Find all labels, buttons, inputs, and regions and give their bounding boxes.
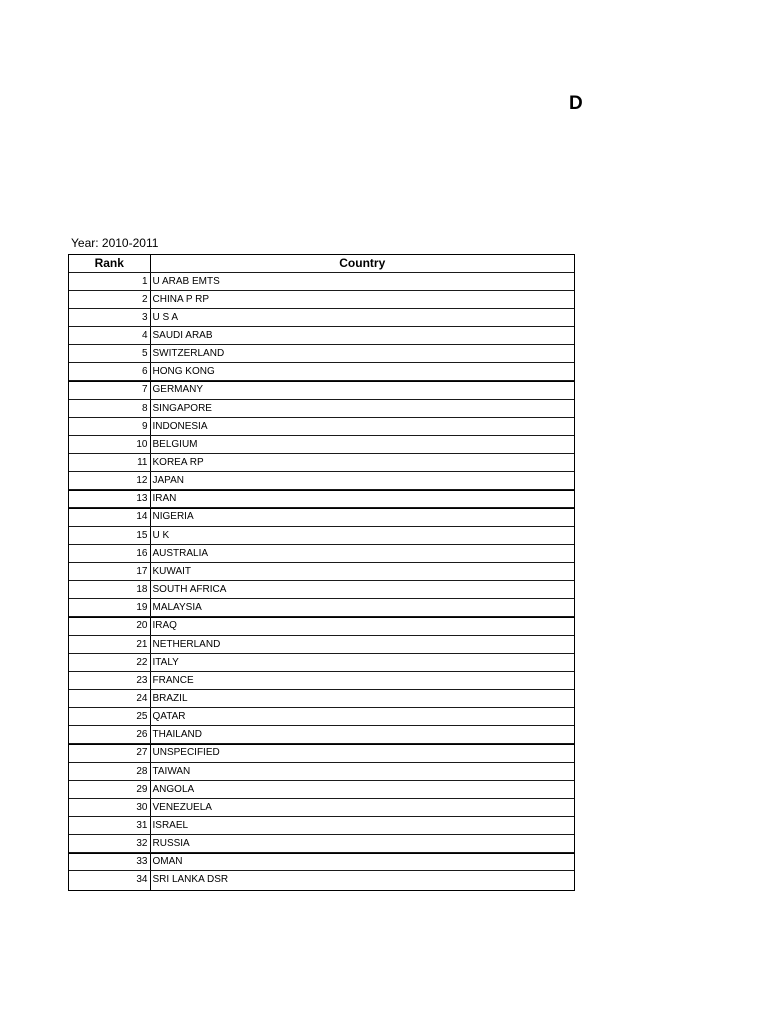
rank-cell: 4 [141,329,148,341]
country-cell: U ARAB EMTS [152,275,220,287]
rank-cell: 31 [136,820,148,831]
table-row [69,435,574,453]
table-row [69,743,574,761]
rank-cell: 22 [136,656,148,668]
country-cell: U K [152,529,170,541]
table-row [69,834,574,852]
country-cell: NETHERLAND [152,638,221,650]
page-title-text: D [569,93,583,114]
table-row [69,598,574,616]
country-cell: KOREA RP [152,457,204,468]
country-cell: MALAYSIA [152,602,202,614]
table-row [69,852,574,870]
country-cell: NIGERIA [152,511,194,523]
country-cell: TAIWAN [152,765,191,777]
rank-cell: 21 [136,638,148,650]
country-cell: RUSSIA [152,838,190,850]
table-row [69,399,574,417]
table-row [69,308,574,326]
table-row [69,471,574,489]
table-row [69,616,574,634]
table-row [69,689,574,707]
country-cell: ISRAEL [152,820,189,831]
table-row [69,453,574,471]
table-row [69,417,574,435]
rank-cell: 8 [141,402,148,414]
table-row [69,725,574,743]
page-title-fragment [569,93,583,114]
column-header-country: Country [339,256,386,270]
country-cell: SAUDI ARAB [152,329,213,341]
country-cell: UNSPECIFIED [152,747,220,759]
rank-cell: 15 [136,529,148,541]
rank-cell: 16 [136,547,148,559]
rank-cell: 24 [136,692,148,704]
country-cell: INDONESIA [152,420,208,432]
rank-cell: 29 [136,783,148,795]
country-cell: SWITZERLAND [152,348,225,360]
country-cell: IRAN [152,493,177,505]
rank-cell: 32 [136,838,148,850]
country-cell: SINGAPORE [152,402,212,414]
country-cell: BRAZIL [152,692,188,704]
rank-cell: 25 [136,711,148,723]
country-cell: GERMANY [152,384,204,396]
rank-cell: 13 [136,493,148,505]
rank-cell: 3 [141,311,148,323]
rank-cell: 23 [136,674,148,686]
rank-cell: 28 [136,765,148,777]
table-row [69,507,574,525]
rank-cell: 12 [136,475,148,487]
rank-cell: 2 [141,293,148,305]
table-row [69,344,574,362]
country-cell: BELGIUM [152,438,198,450]
table-row [69,870,574,888]
table-row [69,562,574,580]
table-header-row [69,255,574,272]
table-row [69,580,574,598]
country-cell: QATAR [152,711,186,723]
rank-cell: 6 [141,366,148,378]
table-row [69,290,574,308]
country-cell: HONG KONG [152,366,215,378]
year-label: Year: 2010-2011 [71,236,159,250]
country-cell: ITALY [152,656,179,668]
rank-cell: 20 [136,620,148,632]
rank-cell: 14 [136,511,148,523]
table-row [69,526,574,544]
rank-cell: 1 [141,275,148,287]
country-cell: THAILAND [152,729,202,741]
country-cell: JAPAN [152,475,184,487]
rank-cell: 34 [136,874,148,886]
rank-cell: 27 [136,747,148,759]
table-row [69,707,574,725]
table-row [69,671,574,689]
table-row [69,816,574,834]
country-cell: ANGOLA [152,783,195,795]
table-row [69,544,574,562]
country-cell: SOUTH AFRICA [152,584,227,596]
table-row [69,380,574,398]
table-row [69,780,574,798]
table-row [69,326,574,344]
rank-cell: 26 [136,729,148,741]
table-row [69,635,574,653]
country-cell: FRANCE [152,674,194,686]
rank-cell: 33 [136,856,148,868]
table-row [69,362,574,380]
table-row [69,798,574,816]
country-cell: KUWAIT [152,565,192,577]
country-cell: U S A [152,311,179,323]
country-cell: VENEZUELA [152,801,212,813]
rank-cell: 5 [141,348,148,360]
table-row [69,489,574,507]
table-row [69,762,574,780]
country-cell: AUSTRALIA [152,547,209,559]
rank-cell: 7 [141,384,148,396]
country-cell: SRI LANKA DSR [152,874,229,886]
rank-cell: 30 [136,801,148,813]
country-cell: CHINA P RP [152,293,209,305]
table-row [69,653,574,671]
table-row [69,272,574,290]
rank-cell: 18 [136,584,148,596]
country-rank-table [68,254,575,891]
rank-cell: 11 [137,457,148,468]
rank-cell: 9 [141,420,148,432]
rank-cell: 19 [136,602,148,614]
country-cell: IRAQ [152,620,177,632]
column-header-rank: Rank [94,256,124,270]
rank-cell: 10 [136,438,148,450]
country-cell: OMAN [152,856,183,868]
rank-cell: 17 [136,565,148,577]
